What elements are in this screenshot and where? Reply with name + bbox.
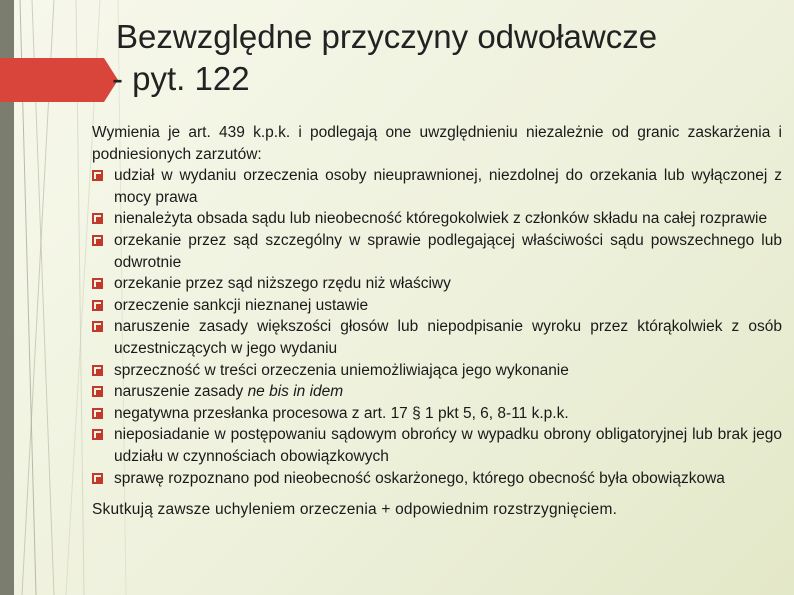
- title-line-2: - pyt. 122: [112, 60, 250, 97]
- list-item-text: sprzeczność w treści orzeczenia uniemożliwiająca jego wykonanie: [114, 361, 569, 379]
- checkbox-square-icon: [92, 321, 103, 332]
- slide-content: [92, 122, 782, 521]
- checkbox-square-icon: [92, 473, 103, 484]
- list-item-text: naruszenie zasady: [114, 383, 248, 401]
- list-item-text: negatywna przesłanka procesowa z art. 17 § 1 pkt 5, 6, 8-11 k.p.k.: [114, 404, 569, 422]
- list-item-text: orzekanie przez sąd szczególny w sprawie podlegającej właściwości sądu powszechnego lub odwrotnie: [114, 231, 782, 271]
- intro-text: Wymienia je art. 439 k.p.k. i podlegają one uwzględnieniu niezależnie od granic zaskarżenia i podniesionych zarzutów:: [92, 124, 782, 163]
- checkbox-square-icon: [92, 170, 103, 181]
- list-item: [92, 424, 782, 467]
- checkbox-square-icon: [92, 386, 103, 397]
- red-title-tab: [0, 58, 118, 102]
- checkbox-square-icon: [92, 300, 103, 311]
- title-line-1: Bezwzględne przyczyny odwoławcze: [116, 18, 658, 55]
- list-item: [92, 403, 782, 425]
- list-item: [92, 165, 782, 208]
- list-item: [92, 468, 782, 490]
- list-item-text: nieposiadanie w postępowaniu sądowym obrońcy w wypadku obrony obligatoryjnej lub brak jego udziału w czynnościach obowiązkowych: [114, 426, 782, 465]
- list-item-text: orzekanie przez sąd niższego rzędu niż właściwy: [114, 275, 451, 293]
- list-item: [92, 316, 782, 359]
- checkbox-square-icon: [92, 365, 103, 376]
- list-item-text: sprawę rozpoznano pod nieobecność oskarżonego, którego obecność była obowiązkowa: [114, 469, 725, 487]
- checkbox-square-icon: [92, 278, 103, 289]
- list-item: [92, 230, 782, 273]
- list-item: [92, 273, 782, 295]
- latin-term: ne bis in idem: [247, 383, 344, 401]
- list-item-text: naruszenie zasady większości głosów lub niepodpisanie wyroku przez którąkolwiek z osób uczestniczących w jego wydaniu: [114, 318, 782, 357]
- closing-text: Skutkują zawsze uchyleniem orzeczenia + odpowiednim rozstrzygnięciem.: [92, 501, 618, 519]
- slide-title: [112, 16, 756, 100]
- grounds-list: [92, 165, 782, 489]
- list-item-text: udział w wydaniu orzeczenia osoby nieuprawnionej, niezdolnej do orzekania lub wyłączonej z mocy prawa: [114, 167, 782, 206]
- list-item-text: nienależyta obsada sądu lub nieobecność któregokolwiek z członków składu na całej rozprawie: [114, 210, 768, 228]
- list-item: [92, 208, 782, 230]
- checkbox-square-icon: [92, 429, 103, 440]
- checkbox-square-icon: [92, 408, 103, 419]
- list-item: [92, 295, 782, 317]
- list-item-text: orzeczenie sankcji nieznanej ustawie: [114, 296, 369, 314]
- checkbox-square-icon: [92, 213, 103, 224]
- list-item: [92, 360, 782, 382]
- checkbox-square-icon: [92, 235, 103, 246]
- list-item: [92, 381, 782, 403]
